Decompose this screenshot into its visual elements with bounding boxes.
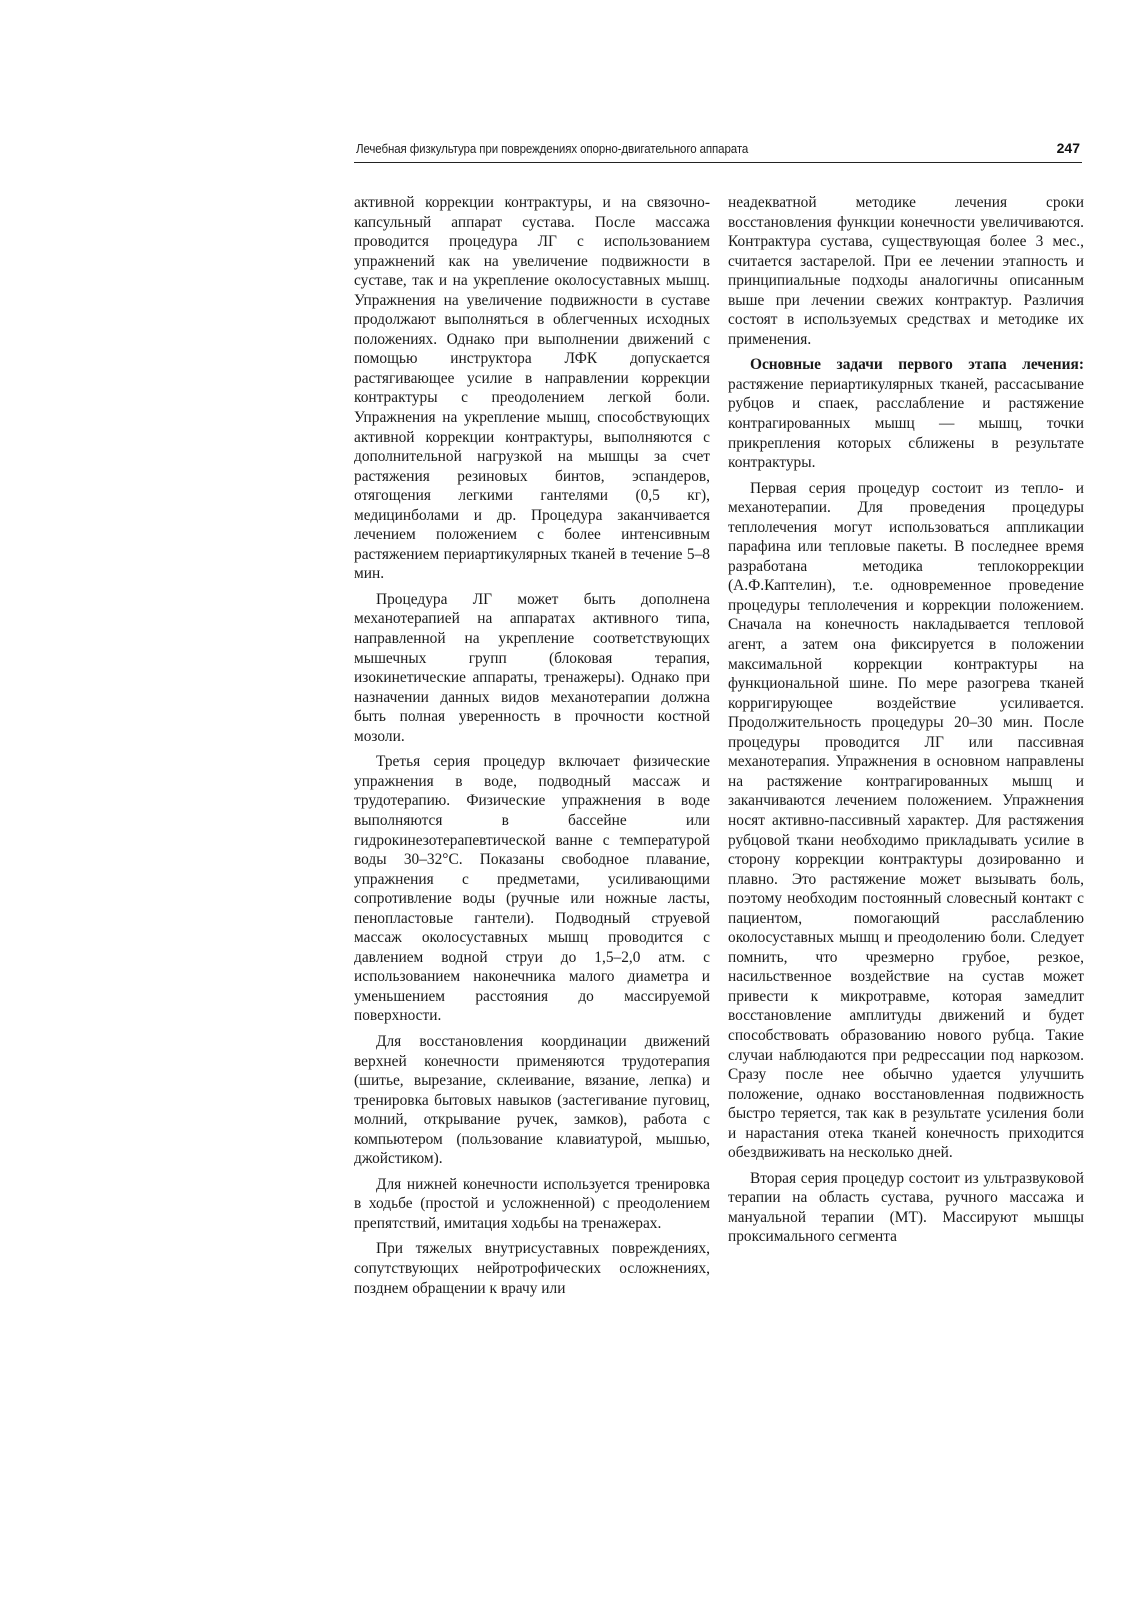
running-header-title: Лечебная физкультура при повреждениях опорно-двигательного аппарата bbox=[356, 142, 749, 156]
paragraph: При тяжелых внутрисуставных повреждениях, сопутствующих нейротрофических осложнениях, позднем обращении к врачу или bbox=[354, 1240, 710, 1297]
paragraph: Для нижней конечности используется тренировка в ходьбе (простой и усложненной) с преодолением препятствий, имитация ходьбы на тренажерах. bbox=[354, 1175, 710, 1232]
paragraph: Третья серия процедур включает физические упражнения в воде, подводный массаж и трудотерапию. Физические упражнения в воде выполняются в бассейне или гидрокинезотерапевтической ванне с температурой воды 30–32°С. Показаны свободное плавание, упражнения с предметами, усиливающими сопротивление воды (ручные или ножные ласты, пенопластовые гантели). Подводный струевой массаж околосуставных мышц проводится с давлением водной струи до 1,5–2,0 атм. с использованием наконечника малого диаметра и уменьшением расстояния до массируемой поверхности. bbox=[354, 753, 710, 1025]
running-header bbox=[354, 140, 1082, 163]
tasks-paragraph bbox=[728, 355, 1084, 472]
paragraph: Вторая серия процедур состоит из ультразвуковой терапии на область сустава, ручного массажа и мануальной терапии (МТ). Массируют мышцы проксимального сегмента bbox=[728, 1169, 1084, 1246]
paragraph: неадекватной методике лечения сроки восстановления функции конечности увеличиваются. Контрактура сустава, существующая более 3 мес., считается застарелой. При ее лечении этапность и принципиальные подходы аналогичны описанным выше при лечении свежих контрактур. Различия состоят в используемых средствах и методике их применения. bbox=[728, 194, 1084, 348]
tasks-text: растяжение периартикулярных тканей, рассасывание рубцов и спаек, расслабление и растяжение контрагированных мышц — мышц, точки прикрепления которых сближены в результате контрактуры. bbox=[728, 375, 1084, 472]
right-text-column bbox=[728, 193, 1084, 1247]
left-text-column bbox=[354, 193, 710, 1298]
tasks-heading: Основные задачи первого этапа лечения: bbox=[750, 356, 1084, 374]
paragraph: Процедура ЛГ может быть дополнена механотерапией на аппаратах активного типа, направленной на укрепление соответствующих мышечных групп (блоковая терапия, изокинетические аппараты, тренажеры). Однако при назначении данных видов механотерапии должна быть полная уверенность в прочности костной мозоли. bbox=[354, 590, 710, 745]
page-number: 247 bbox=[1056, 140, 1080, 156]
paragraph: активной коррекции контрактуры, и на связочно-капсульный аппарат сустава. После массажа проводится процедура ЛГ с использованием упражнений как на увеличение подвижности в суставе, так и на укрепление околосуставных мышц. Упражнения на увеличение подвижности в суставе продолжают выполняться в облегченных исходных положениях. Однако при выполнении движений с помощью инструктора ЛФК допускается растягивающее усилие в направлении коррекции контрактуры с преодолением легкой боли. Упражнения на укрепление мышц, способствующих активной коррекции контрактуры, выполняются с дополнительной нагрузкой на мышцы за счет растяжения резиновых бинтов, эспандеров, отягощения легкими гантелями (0,5 кг), медицинболами и др. Процедура заканчивается лечением положением с более интенсивным растяжением периартикулярных тканей в течение 5–8 мин. bbox=[354, 194, 710, 583]
paragraph: Для восстановления координации движений верхней конечности применяются трудотерапия (шитье, вырезание, склеивание, вязание, лепка) и тренировка бытовых навыков (застегивание пуговиц, молний, открывание ручек, замков), работа с компьютером (пользование клавиатурой, мышью, джойстиком). bbox=[354, 1032, 710, 1168]
paragraph: Первая серия процедур состоит из тепло- и механотерапии. Для проведения процедуры теплолечения могут использоваться аппликации парафина или тепловые пакеты. В последнее время разработана методика теплокоррекции (А.Ф.Каптелин), т.е. одновременное проведение процедуры теплолечения и коррекции положением. Сначала на конечность накладывается тепловой агент, а затем она фиксируется в положении максимальной коррекции контрактуры на функциональной шине. По мере разогрева тканей корригирующее воздействие усиливается. Продолжительность процедуры 20–30 мин. После процедуры проводится ЛГ или пассивная механотерапия. Упражнения в основном направлены на растяжение контрагированных мышц и заканчиваются лечением положением. Упражнения носят активно-пассивный характер. Для растяжения рубцовой ткани необходимо прикладывать усилие в сторону коррекции контрактуры дозированно и плавно. Это растяжение может вызывать боль, поэтому необходим постоянный словесный контакт с пациентом, помогающий расслаблению околосуставных мышц и преодолению боли. Следует помнить, что чрезмерно грубое, резкое, насильственное воздействие на сустав может привести к микротравме, которая замедлит восстановление амплитуды движений и будет способствовать образованию нового рубца. Такие случаи наблюдаются при редрессации под наркозом. Сразу после нее обычно удается улучшить положение, однако восстановленная подвижность быстро теряется, так как в результате усиления боли и нарастания отека тканей конечность приходится обездвиживать на несколько дней. bbox=[728, 479, 1084, 1162]
